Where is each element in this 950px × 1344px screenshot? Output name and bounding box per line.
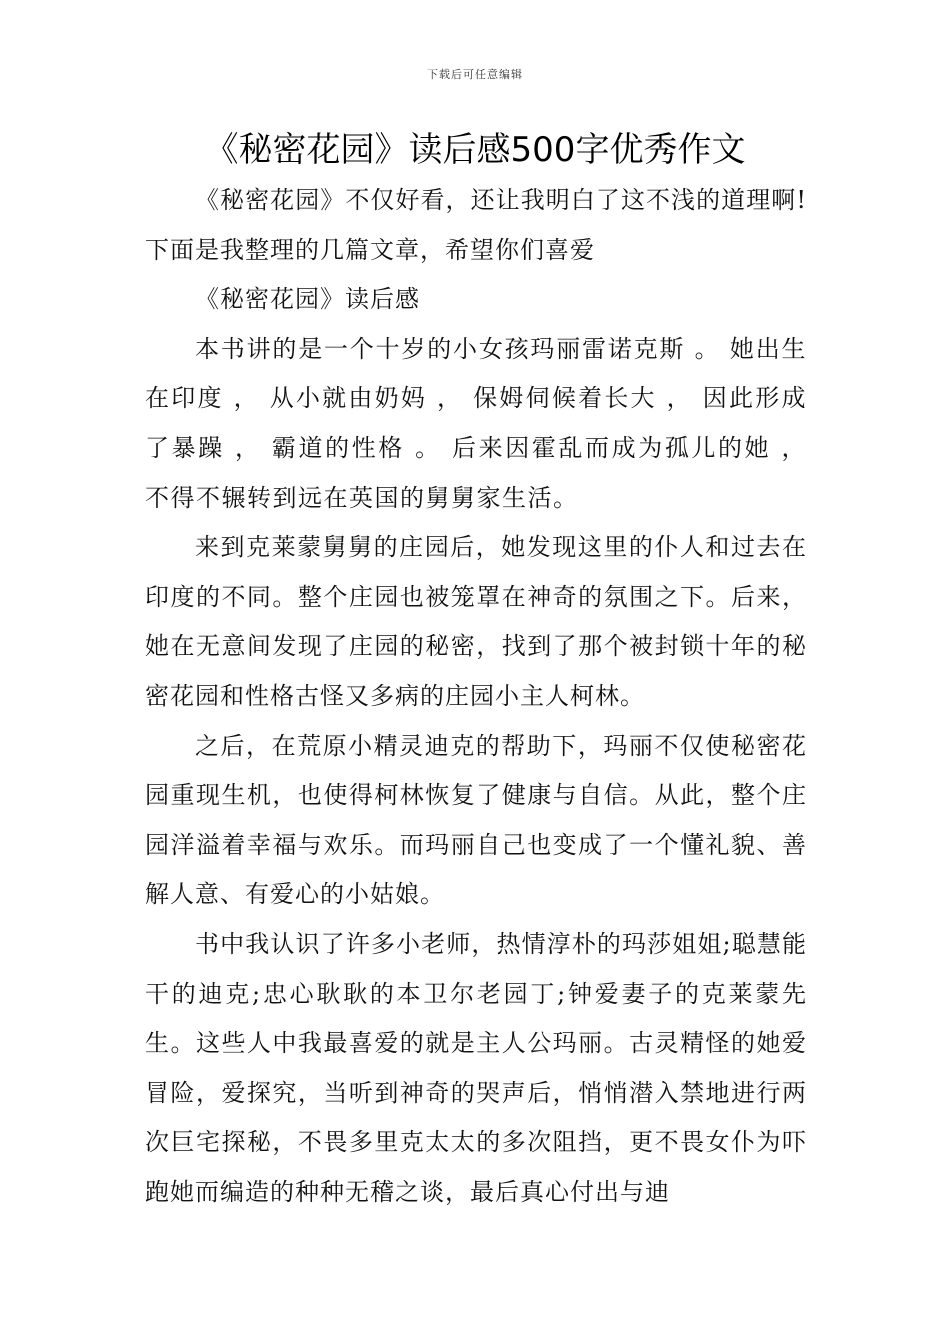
body-paragraph: 书中我认识了许多小老师，热情淳朴的玛莎姐姐;聪慧能干的迪克;忠心耿耿的本卫尔老园丁;钟爱妻子的克莱蒙先生。这些人中我最喜爱的就是主人公玛丽。古灵精怪的她爱冒险，爱探究，当听到神奇的哭声后，悄悄潜入禁地进行两次巨宅探秘，不畏多里克太太的多次阻挡，更不畏女仆为吓跑她而编造的种种无稽之谈，最后真心付出与迪 — [145, 929, 807, 1206]
section-heading: 《秘密花园》读后感 — [195, 285, 420, 314]
document-body — [145, 176, 807, 1217]
body-paragraph: 来到克莱蒙舅舅的庄园后，她发现这里的仆人和过去在印度的不同。整个庄园也被笼罩在神奇的氛围之下。后来，她在无意间发现了庄园的秘密，找到了那个被封锁十年的秘密花园和性格古怪又多病的庄园小主人柯林。 — [145, 533, 807, 710]
body-paragraph: 之后，在荒原小精灵迪克的帮助下，玛丽不仅使秘密花园重现生机，也使得柯林恢复了健康与自信。从此，整个庄园洋溢着幸福与欢乐。而玛丽自己也变成了一个懂礼貌、善解人意、有爱心的小姑娘。 — [145, 731, 807, 909]
document-title: 《秘密花园》读后感500字优秀作文 — [204, 130, 746, 170]
intro-paragraph: 《秘密花园》不仅好看，还让我明白了这不浅的道理啊!下面是我整理的几篇文章，希望你们喜爱 — [145, 186, 807, 264]
body-paragraph: 本书讲的是一个十岁的小女孩玛丽雷诺克斯 。 她出生在印度 ， 从小就由奶妈 ， 保姆伺候着长大 ， 因此形成了暴躁 ， 霸道的性格 。 后来因霍乱而成为孤儿的她 ， 不得不辗转到远在英国的舅舅家生活。 — [145, 334, 807, 512]
header-note: 下载后可任意编辑 — [427, 68, 523, 81]
